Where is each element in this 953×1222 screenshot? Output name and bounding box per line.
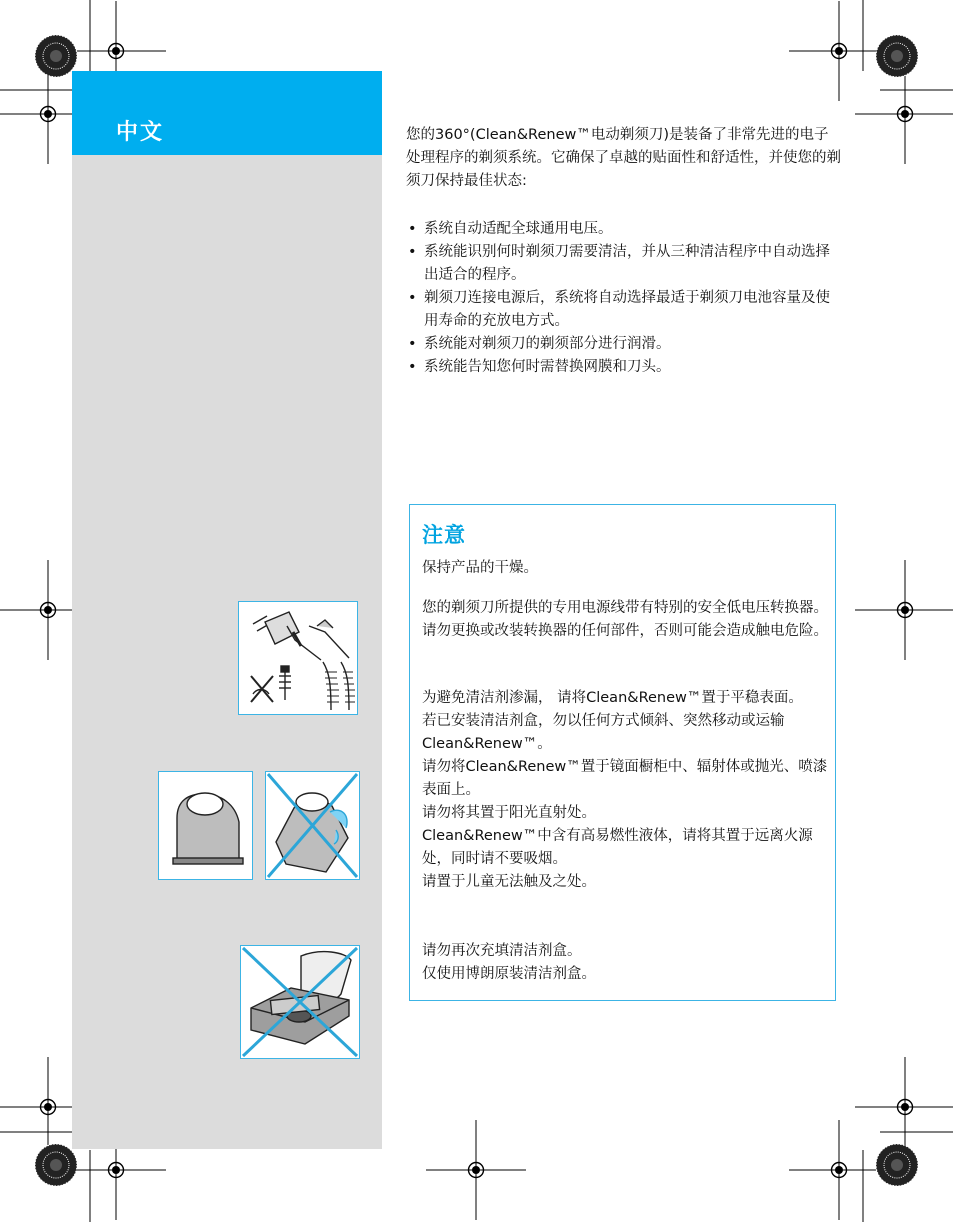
caution-box <box>409 504 836 1001</box>
registration-mark-icon <box>855 560 953 660</box>
caution-station-text: 为避免清洁剂渗漏， 请将Clean&Renew™置于平稳表面。 若已安装清洁剂盒，勿以任何方式倾斜、突然移动或运输Clean&Renew™。 请勿将Clean&Renew™置于镜面橱柜中、辐射体或抛光、喷漆表面上。 请勿将其置于阳光直射处。 Clean&Renew™中含有高易燃性液体，请将其置于远离火源处，同时请不要吸烟。 请置于儿童无法触及之处。 <box>422 690 828 890</box>
feature-list <box>406 218 842 379</box>
list-item: • 系统自动适配全球通用电压。 <box>408 221 613 237</box>
registration-mark-icon <box>789 1120 889 1220</box>
intro-paragraph: 您的360°(Clean&Renew™电动剃须刀)是装备了非常先进的电子处理程序的剃须系统。它确保了卓越的贴面性和舒适性，并使您的剃须刀保持最佳状态: <box>406 127 841 189</box>
language-title: 中文 <box>116 120 165 145</box>
registration-mark-icon <box>855 1057 953 1157</box>
caution-cord-text: 您的剃须刀所提供的专用电源线带有特别的安全低电压转换器。请勿更换或改装转换器的任何部件，否则可能会造成触电危险。 <box>422 600 828 639</box>
power-cord-illustration <box>238 601 358 715</box>
registration-mark-icon <box>855 64 953 164</box>
registration-mark-icon <box>426 1120 526 1220</box>
list-item: • 剃须刀连接电源后，系统将自动选择最适于剃须刀电池容量及使用寿命的充放电方式。 <box>408 290 830 329</box>
registration-mark-icon <box>789 1 889 101</box>
tilted-station-warning-illustration <box>265 771 360 880</box>
clean-renew-station-illustration <box>158 771 253 880</box>
color-calibration-wheel-icon <box>35 1144 77 1186</box>
caution-title: 注意 <box>422 523 466 547</box>
list-item: • 系统能识别何时剃须刀需要清洁，并从三种清洁程序中自动选择出适合的程序。 <box>408 244 830 283</box>
color-calibration-wheel-icon <box>876 1144 918 1186</box>
cartridge-refill-illustration <box>240 945 360 1059</box>
caution-dry-text: 保持产品的干燥。 <box>422 560 538 576</box>
list-item: • 系统能对剃须刀的剃须部分进行润滑。 <box>408 336 671 352</box>
caution-cartridge-text: 请勿再次充填清洁剂盒。 仅使用博朗原装清洁剂盒。 <box>422 943 596 982</box>
color-calibration-wheel-icon <box>876 35 918 77</box>
color-calibration-wheel-icon <box>35 35 77 77</box>
list-item: • 系统能告知您何时需替换网膜和刀头。 <box>408 359 671 375</box>
